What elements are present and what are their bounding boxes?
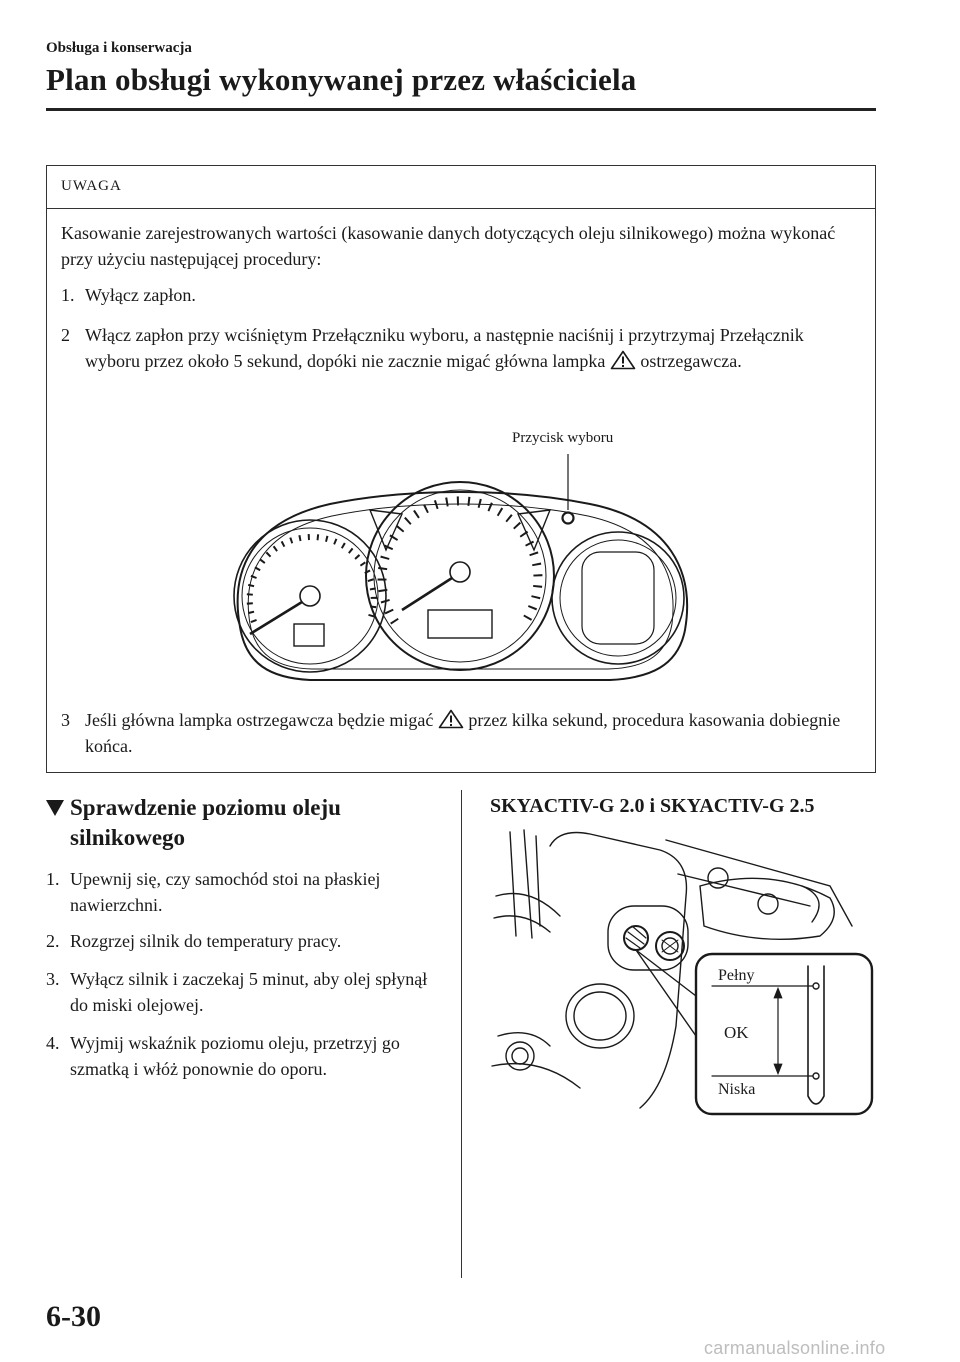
dipstick-label-ok: OK [724,1023,749,1042]
dipstick-label-low: Niska [718,1081,756,1098]
section-heading-text: Sprawdzenie poziomu oleju silnikowego [70,795,341,850]
step-text-part: Jeśli główna lampka ostrzegawcza będzie migać [85,710,434,730]
step-text [85,707,861,759]
engine-bay-dipstick-illustration [490,826,880,1126]
section-label: Obsługa i konserwacja [46,40,192,56]
step-number: 4. [46,1033,60,1053]
triangle-down-icon [46,800,64,816]
step-number: 3 [61,710,70,730]
title-rule [46,108,876,111]
note-label: UWAGA [61,178,122,194]
page-title: Plan obsługi wykonywanej przez właściciela [46,62,637,97]
instrument-cluster-illustration [210,452,710,692]
warning-triangle-icon [610,350,636,370]
step-text: Upewnij się, czy samochód stoi na płaskiej nawierzchni. [70,869,381,915]
step-number: 2 [61,325,70,345]
step-text: Wyjmij wskaźnik poziomu oleju, przetrzyj go szmatką i włóż ponownie do oporu. [70,1033,400,1079]
note-intro: Kasowanie zarejestrowanych wartości (kasowanie danych dotyczących oleju silnikowego) można wykonać przy użyciu następującej procedury: [61,223,836,269]
step-text-part: przez kilka sekund, procedura kasowania dobiegnie końca. [85,710,841,756]
step-text: Wyłącz zapłon. [85,285,196,305]
step-text [85,322,861,374]
dipstick-label-full: Pełny [718,967,755,984]
note-header [47,166,875,209]
page-number: 6-30 [46,1300,101,1333]
watermark-text: carmanualsonline.info [704,1338,886,1358]
warning-triangle-icon [438,709,464,729]
step-text-part: Włącz zapłon przy wciśniętym Przełączniku wyboru, a następnie naciśnij i przytrzymaj Przełącznik wyboru przez około 5 sekund, dopóki nie zacznie migać główna lampka [85,325,804,371]
figure-callout-select-button: Przycisk wyboru [512,430,614,446]
step-text-part: ostrzegawcza. [640,351,742,371]
step-number: 1. [61,285,75,305]
engine-variant-heading: SKYACTIV-G 2.0 i SKYACTIV-G 2.5 [490,795,815,817]
step-number: 2. [46,931,60,951]
column-divider [461,790,462,1278]
step-text: Rozgrzej silnik do temperatury pracy. [70,931,342,951]
step-number: 1. [46,869,60,889]
step-number: 3. [46,969,60,989]
step-text: Wyłącz silnik i zaczekaj 5 minut, aby olej spłynął do miski olejowej. [70,969,428,1015]
